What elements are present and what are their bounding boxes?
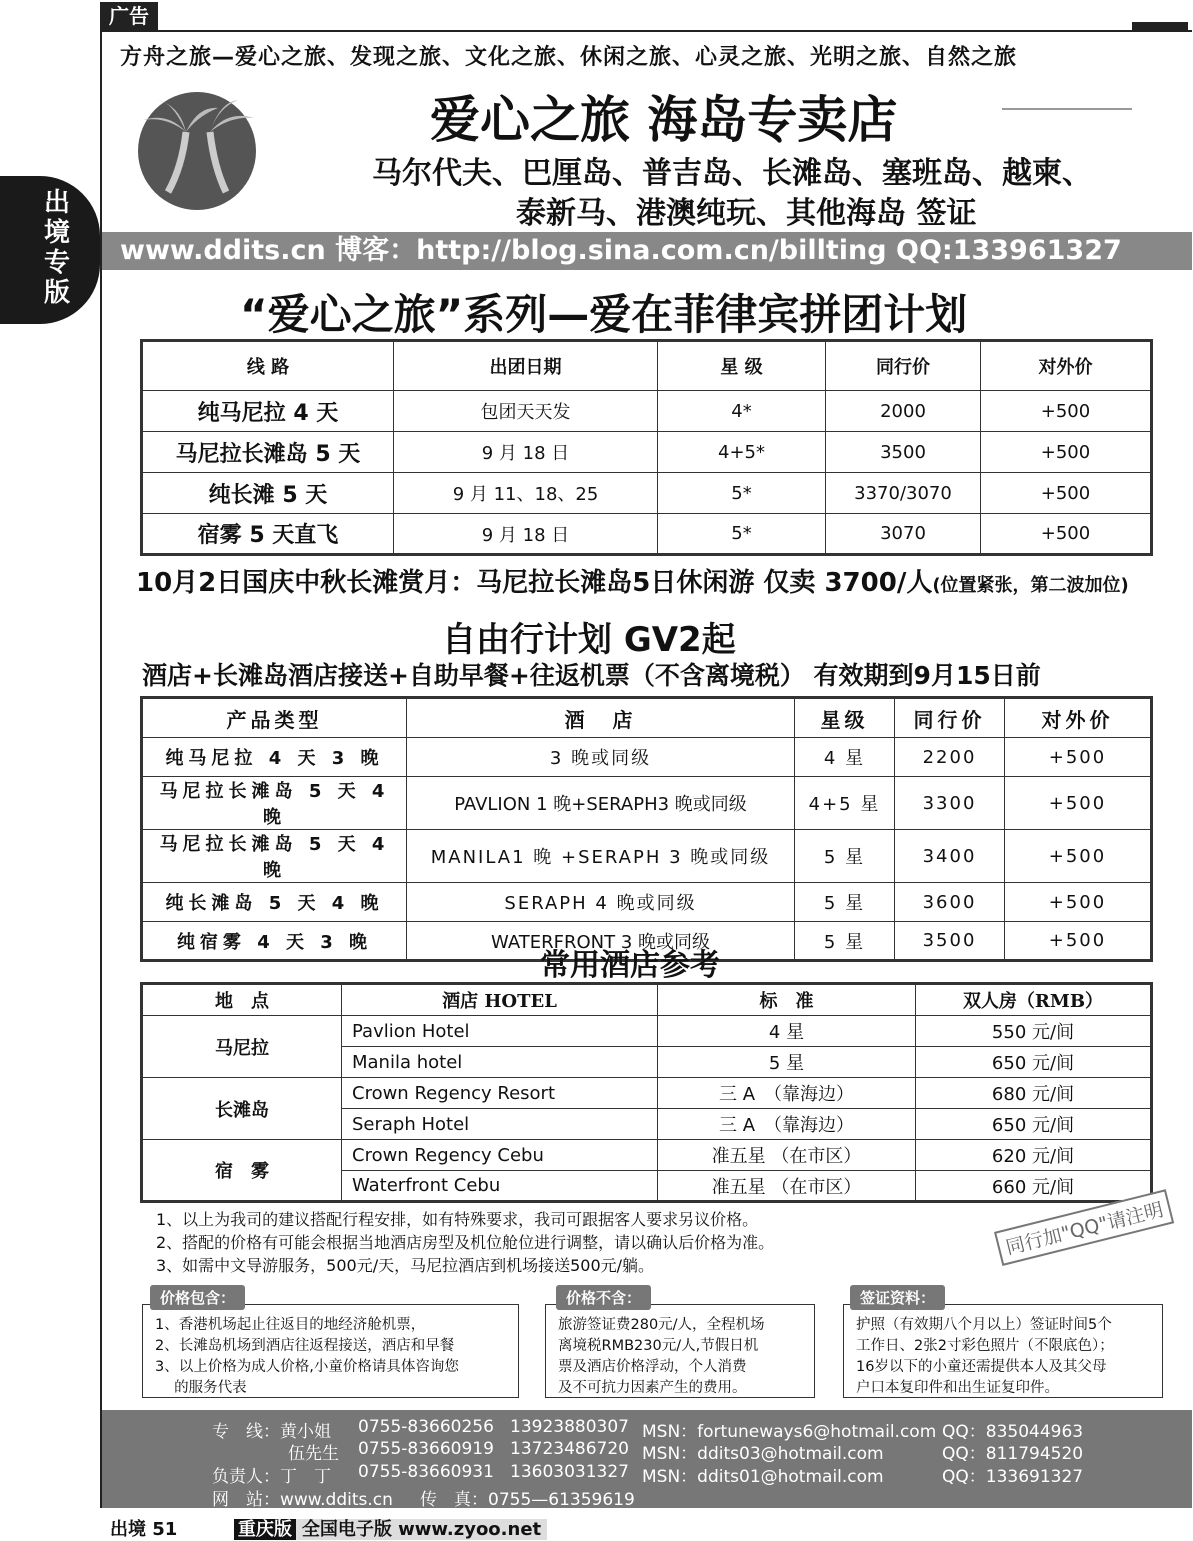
retail-price-cell: +500	[1005, 738, 1152, 777]
palm-tree-logo-icon	[138, 92, 256, 210]
table-row	[142, 391, 1152, 432]
visa-line: 工作日、2张2寸彩色照片（不限底色）；	[856, 1338, 1114, 1354]
destinations-line-1: 马尔代夫、巴厘岛、普吉岛、长滩岛、塞班岛、越柬、	[372, 156, 1092, 191]
price-included-label: 价格包含：	[150, 1285, 245, 1310]
visa-line: 护照（有效期八个月以上）签证时间5个	[856, 1317, 1112, 1333]
date-cell: 9 月 11、18、25	[394, 473, 658, 514]
retail-price-cell: +500	[981, 514, 1152, 555]
free-travel-title: 自由行计划 GV2起	[442, 620, 736, 660]
phone-number[interactable]: 0755-83660256	[358, 1417, 494, 1437]
hotel-reference-title: 常用酒店参考	[540, 948, 720, 983]
side-tab-char: 境	[44, 218, 71, 248]
visa-line: 16岁以下的小童还需提供本人及其父母	[856, 1359, 1107, 1375]
trade-price-cell: 2200	[895, 738, 1005, 777]
side-tab-char: 出	[44, 188, 71, 218]
trade-price-cell: 3300	[895, 777, 1005, 830]
table-header: 地 点	[142, 984, 342, 1016]
ad-label: 广告	[100, 2, 158, 30]
hotel-cell: PAVLION 1 晚+SERAPH3 晚或同级	[407, 777, 795, 830]
mobile-number[interactable]: 13723486720	[510, 1439, 629, 1459]
website-link[interactable]: 网 站：www.ddits.cn	[212, 1490, 393, 1510]
table-header-row	[142, 698, 1152, 738]
mobile-number[interactable]: 13603031327	[510, 1462, 629, 1482]
side-tab-char: 版	[44, 278, 71, 308]
product-cell: 纯宿雾 4 天 3 晚	[142, 922, 407, 961]
retail-price-cell: +500	[981, 391, 1152, 432]
note-item: 1、以上为我司的建议搭配行程安排，如有特殊要求，我司可跟据客人要求另议价格。	[156, 1210, 759, 1229]
trade-price-cell: 3400	[895, 830, 1005, 883]
hotel-name-cell: Crown Regency Resort	[342, 1078, 658, 1109]
standard-cell: 三 A （靠海边）	[658, 1078, 916, 1109]
hotel-cell: WATERFRONT 3 晚或同级	[407, 922, 795, 961]
date-cell: 9 月 18 日	[394, 514, 658, 555]
brand-title: 爱心之旅 海岛专卖店	[430, 91, 898, 149]
edition-label: 重庆版	[234, 1519, 296, 1540]
retail-price-cell: +500	[1005, 883, 1152, 922]
hotel-name-cell: Waterfront Cebu	[342, 1171, 658, 1202]
retail-price-cell: +500	[1005, 777, 1152, 830]
location-cell: 长滩岛	[142, 1078, 342, 1140]
hotel-name-cell: Manila hotel	[342, 1047, 658, 1078]
table-row	[142, 883, 1152, 922]
qq-number[interactable]: QQ：133691327	[942, 1467, 1084, 1487]
free-travel-table	[140, 696, 1153, 962]
phone-number[interactable]: 0755-83660919	[358, 1439, 494, 1459]
included-line: 3、以上价格为成人价格,小童价格请具体咨询您	[155, 1359, 459, 1375]
hotel-cell: SERAPH 4 晚或同级	[407, 883, 795, 922]
table-header: 对外价	[1005, 698, 1152, 738]
contact-bar	[102, 1410, 1192, 1508]
excluded-line: 离境税RMB230元/人,节假日机	[558, 1338, 759, 1354]
trade-price-cell: 3500	[895, 922, 1005, 961]
table-header: 双人房（RMB）	[916, 984, 1152, 1016]
table-header: 酒店 HOTEL	[342, 984, 658, 1016]
side-tab-char: 专	[44, 248, 71, 278]
contact-name: 伍先生	[288, 1444, 339, 1464]
date-cell: 9 月 18 日	[394, 432, 658, 473]
table-row	[142, 1016, 1152, 1047]
table-header: 线 路	[142, 341, 394, 391]
side-tab-outbound	[0, 176, 100, 324]
route-cell: 宿雾 5 天直飞	[142, 514, 394, 555]
excluded-line: 及不可抗力因素产生的费用。	[558, 1380, 747, 1396]
excluded-line: 票及酒店价格浮动，个人消费	[558, 1359, 747, 1375]
star-cell: 4 星	[795, 738, 895, 777]
table-row	[142, 1140, 1152, 1171]
msn-address[interactable]: MSN：fortuneways6@hotmail.com	[642, 1422, 937, 1442]
qq-number[interactable]: QQ：811794520	[942, 1444, 1084, 1464]
table-row	[142, 777, 1152, 830]
table-row	[142, 473, 1152, 514]
page-number: 出境 51	[110, 1519, 178, 1540]
visa-line: 户口本复印件和出生证复印件。	[856, 1380, 1059, 1396]
msn-address[interactable]: MSN：ddits01@hotmail.com	[642, 1467, 884, 1487]
hotel-name-cell: Seraph Hotel	[342, 1109, 658, 1140]
hotel-reference-table	[140, 982, 1153, 1203]
visa-docs-label: 签证资料：	[850, 1285, 945, 1310]
table-header: 同行价	[895, 698, 1005, 738]
room-price-cell: 680 元/间	[916, 1078, 1152, 1109]
trade-price-cell: 3070	[826, 514, 981, 555]
location-cell: 宿 雾	[142, 1140, 342, 1202]
phone-number[interactable]: 0755-83660931	[358, 1462, 494, 1482]
national-day-promo	[136, 562, 1129, 599]
table-header: 标 准	[658, 984, 916, 1016]
table-header: 出团日期	[394, 341, 658, 391]
retail-price-cell: +500	[1005, 830, 1152, 883]
trade-price-cell: 3500	[826, 432, 981, 473]
star-cell: 5 星	[795, 830, 895, 883]
star-cell: 5*	[658, 514, 826, 555]
product-cell: 马尼拉长滩岛 5 天 4 晚	[142, 777, 407, 830]
included-line: 2、长滩岛机场到酒店往返程接送，酒店和早餐	[155, 1338, 455, 1354]
included-line: 的服务代表	[155, 1380, 247, 1396]
note-item: 3、如需中文导游服务，500元/天，马尼拉酒店到机场接送500元/躺。	[156, 1256, 655, 1275]
price-included-box	[142, 1304, 519, 1398]
table-header-row	[142, 341, 1152, 391]
star-cell: 5*	[658, 473, 826, 514]
price-excluded-box	[545, 1304, 815, 1398]
trade-price-cell: 3370/3070	[826, 473, 981, 514]
table-header-row	[142, 984, 1152, 1016]
route-cell: 纯长滩 5 天	[142, 473, 394, 514]
star-cell: 5 星	[795, 883, 895, 922]
location-cell: 马尼拉	[142, 1016, 342, 1078]
free-travel-subtitle: 酒店+长滩岛酒店接送+自助早餐+往返机票（不含离境税） 有效期到9月15日前	[142, 661, 1041, 690]
table-header: 酒 店	[407, 698, 795, 738]
table-header: 星级	[795, 698, 895, 738]
promo-note: (位置紧张，第二波加位)	[932, 575, 1129, 596]
included-line: 1、香港机场起止往返目的地经济舱机票，	[155, 1317, 426, 1333]
notes-list	[156, 1208, 774, 1277]
room-price-cell: 650 元/间	[916, 1109, 1152, 1140]
title-divider	[1002, 108, 1132, 110]
route-cell: 马尼拉长滩岛 5 天	[142, 432, 394, 473]
hotel-cell: 3 晚或同级	[407, 738, 795, 777]
table-header: 同行价	[826, 341, 981, 391]
note-item: 2、搭配的价格有可能会根据当地酒店房型及机位舱位进行调整，请以确认后价格为准。	[156, 1233, 775, 1252]
product-cell: 马尼拉长滩岛 5 天 4 晚	[142, 830, 407, 883]
table-row	[142, 514, 1152, 555]
room-price-cell: 660 元/间	[916, 1171, 1152, 1202]
product-cell: 纯长滩岛 5 天 4 晚	[142, 883, 407, 922]
msn-address[interactable]: MSN：ddits03@hotmail.com	[642, 1444, 884, 1464]
table-header: 对外价	[981, 341, 1152, 391]
hotel-name-cell: Crown Regency Cebu	[342, 1140, 658, 1171]
table-header: 产品类型	[142, 698, 407, 738]
trade-price-cell: 2000	[826, 391, 981, 432]
table-row	[142, 1078, 1152, 1109]
retail-price-cell: +500	[1005, 922, 1152, 961]
excluded-line: 旅游签证费280元/人，全程机场	[558, 1317, 765, 1333]
fax-number: 传 真：0755—61359619	[420, 1490, 635, 1510]
page-footer	[110, 1515, 547, 1541]
group-tour-table	[140, 339, 1153, 556]
standard-cell: 三 A （靠海边）	[658, 1109, 916, 1140]
qq-note-stamp: 同行加"QQ"请注明	[994, 1189, 1175, 1266]
standard-cell: 准五星 （在市区）	[658, 1171, 916, 1202]
product-cell: 纯马尼拉 4 天 3 晚	[142, 738, 407, 777]
mobile-number[interactable]: 13923880307	[510, 1417, 629, 1437]
standard-cell: 4 星	[658, 1016, 916, 1047]
retail-price-cell: +500	[981, 473, 1152, 514]
table-header: 星 级	[658, 341, 826, 391]
contact-manager-label: 负责人：丁 丁	[212, 1467, 331, 1487]
destinations-line-2: 泰新马、港澳纯玩、其他海岛 签证	[516, 196, 977, 231]
table-row	[142, 738, 1152, 777]
room-price-cell: 650 元/间	[916, 1047, 1152, 1078]
star-cell: 5 星	[795, 922, 895, 961]
slogan: 方舟之旅—爱心之旅、发现之旅、文化之旅、休闲之旅、心灵之旅、光明之旅、自然之旅	[120, 45, 1018, 70]
standard-cell: 5 星	[658, 1047, 916, 1078]
price-excluded-label: 价格不含：	[556, 1285, 651, 1310]
trade-price-cell: 3600	[895, 883, 1005, 922]
table-row	[142, 432, 1152, 473]
route-cell: 纯马尼拉 4 天	[142, 391, 394, 432]
hotel-cell: MANILA1 晚 +SERAPH 3 晚或同级	[407, 830, 795, 883]
visa-docs-box	[843, 1304, 1163, 1398]
star-cell: 4+5*	[658, 432, 826, 473]
room-price-cell: 550 元/间	[916, 1016, 1152, 1047]
contact-hotline-label: 专 线：黄小姐	[212, 1422, 331, 1442]
star-cell: 4+5 星	[795, 777, 895, 830]
website-bar[interactable]: www.ddits.cn 博客：http://blog.sina.com.cn/billting QQ:133961327	[102, 232, 1192, 270]
star-cell: 4*	[658, 391, 826, 432]
standard-cell: 准五星 （在市区）	[658, 1140, 916, 1171]
retail-price-cell: +500	[981, 432, 1152, 473]
hotel-name-cell: Pavlion Hotel	[342, 1016, 658, 1047]
room-price-cell: 620 元/间	[916, 1140, 1152, 1171]
date-cell: 包团天天发	[394, 391, 658, 432]
promo-main: 10月2日国庆中秋长滩赏月：马尼拉长滩岛5日休闲游 仅卖 3700/人	[136, 568, 933, 598]
table-row	[142, 830, 1152, 883]
qq-number[interactable]: QQ：835044963	[942, 1422, 1084, 1442]
philippines-title: “爱心之旅”系列—爱在菲律宾拼团计划	[240, 290, 968, 339]
national-edition-link[interactable]: 全国电子版 www.zyoo.net	[296, 1519, 547, 1540]
